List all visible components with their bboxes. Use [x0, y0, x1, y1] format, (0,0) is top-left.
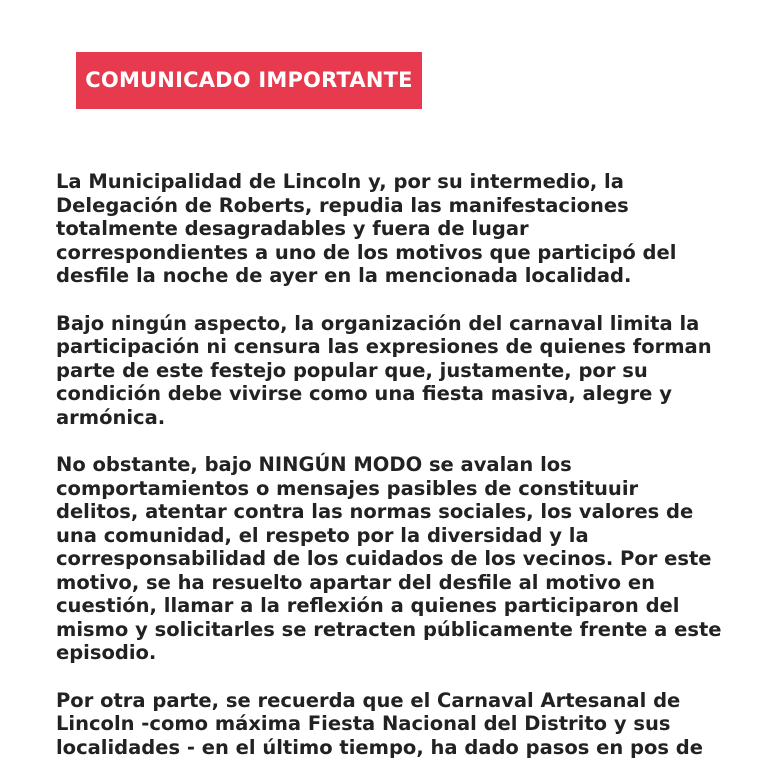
- text-line: participación ni censura las expresiones de quienes forman: [56, 335, 712, 358]
- text-line: motivo, se ha resuelto apartar del desfile al motivo en: [56, 570, 655, 594]
- banner-title: COMUNICADO IMPORTANTE: [85, 68, 413, 92]
- paragraph-4: [56, 689, 736, 760]
- text-line: desfile la noche de ayer en la mencionada localidad.: [56, 264, 632, 287]
- text-line: delitos, atentar contra las normas sociales, los valores de: [56, 500, 694, 523]
- text-line: armónica.: [56, 405, 166, 429]
- text-line: No obstante, bajo NINGÚN MODO se avalan los: [56, 453, 572, 476]
- text-line: parte de este festejo popular que, justamente, por su: [56, 358, 648, 382]
- text-line: comportamientos o mensajes pasibles de constituuir: [56, 476, 639, 500]
- text-line: Lincoln -como máxima Fiesta Nacional del Distrito y sus: [56, 712, 671, 735]
- text-line: Por otra parte, se recuerda que el Carnaval Artesanal de: [56, 688, 681, 712]
- statement-body: [56, 170, 736, 783]
- announcement-banner: [76, 52, 422, 109]
- text-line: La Municipalidad de Lincoln y, por su intermedio, la: [56, 170, 624, 193]
- paragraph-3: [56, 453, 736, 665]
- text-line: Delegación de Roberts, repudia las manifestaciones: [56, 193, 629, 217]
- text-line: totalmente desagradables y fuera de lugar: [56, 217, 529, 240]
- text-line: cuestión, llamar a la reflexión a quienes participaron del: [56, 594, 680, 617]
- paragraph-1: [56, 170, 736, 288]
- text-line: condición debe vivirse como una fiesta masiva, alegre y: [56, 382, 672, 405]
- text-line: localidades - en el último tiempo, ha dado pasos en pos de: [56, 735, 703, 759]
- paragraph-2: [56, 312, 736, 430]
- text-line: mismo y solicitarles se retracten públicamente frente a este: [56, 617, 722, 641]
- text-line: Bajo ningún aspecto, la organización del carnaval limita la: [56, 311, 700, 335]
- text-line: episodio.: [56, 641, 157, 664]
- text-line: una comunidad, el respeto por la diversidad y la: [56, 523, 589, 547]
- text-line: correspondientes a uno de los motivos que participó del: [56, 240, 677, 264]
- text-line: corresponsabilidad de los cuidados de los vecinos. Por este: [56, 547, 712, 570]
